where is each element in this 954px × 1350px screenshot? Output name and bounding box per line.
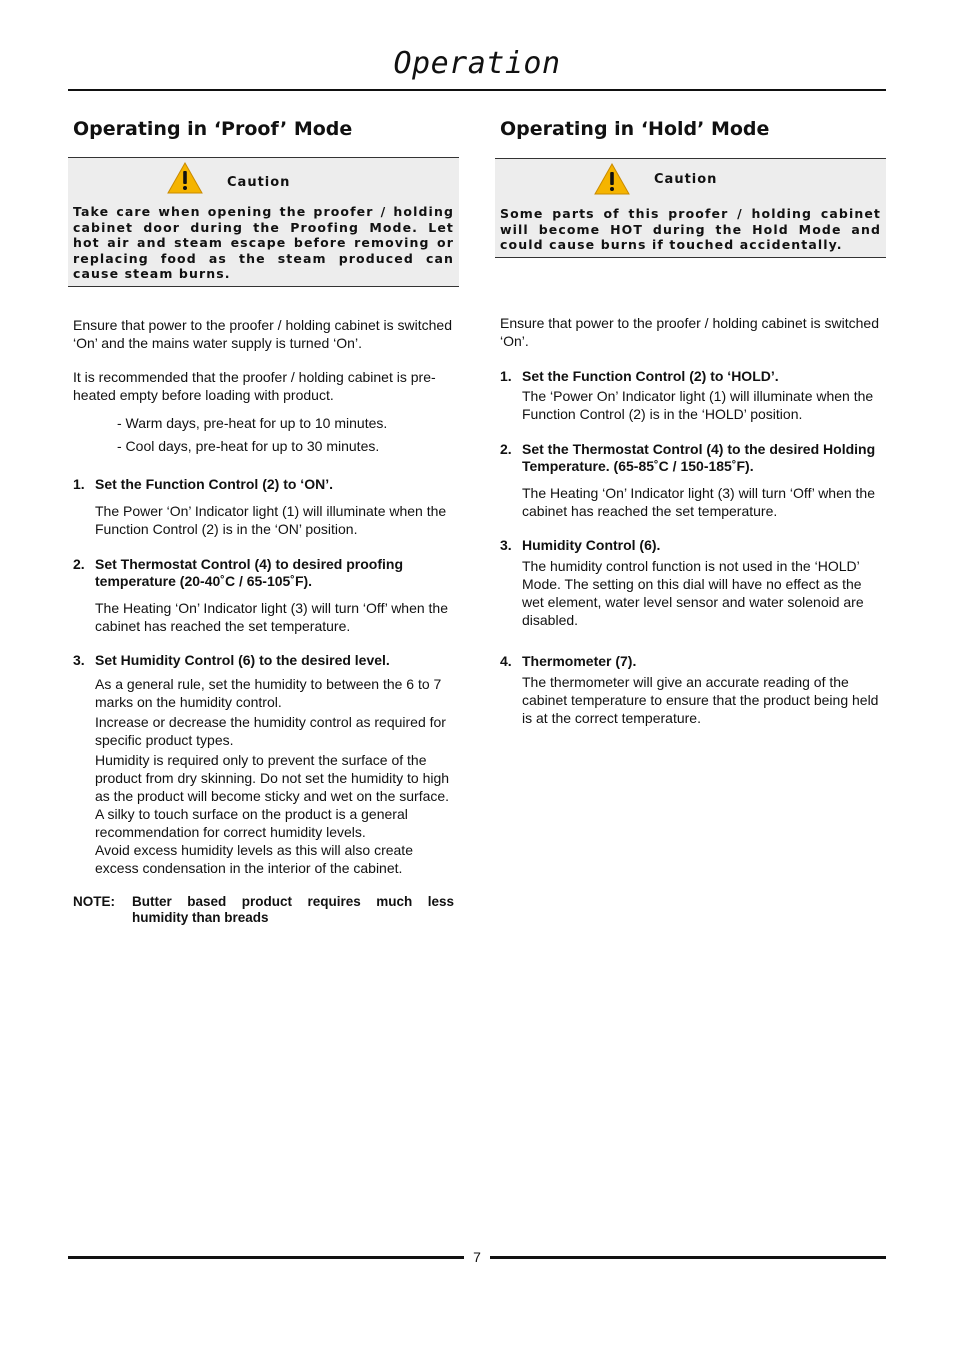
footer-rule-right (490, 1256, 886, 1259)
proof-step-3-text-d: Avoid excess humidity levels as this will also create excess condensation in the interior of the cabinet. (95, 842, 413, 876)
hold-step-3-heading: 3. Humidity Control (6). (500, 537, 661, 553)
warning-triangle-icon (594, 163, 630, 195)
proof-step-2-text: The Heating ‘On’ Indicator light (3) will turn ‘Off’ when the cabinet has reached the set temperature. (95, 600, 449, 634)
hold-step-4-text: The thermometer will give an accurate reading of the cabinet temperature to ensure that the product being held is at the correct temperature. (522, 674, 879, 726)
page-number: 7 (473, 1249, 481, 1265)
hold-step-2-text: The Heating ‘On’ Indicator light (3) will turn ‘Off’ when the cabinet has reached the set temperature. (522, 485, 876, 519)
proof-step-2-heading: 2. Set Thermostat Control (4) to desired proofing temperature (20-40˚C / 65-105˚F). (73, 556, 404, 589)
proof-note (73, 894, 454, 926)
proof-cool-days: - Cool days, pre-heat for up to 30 minutes. (117, 438, 380, 454)
proof-warm-days: - Warm days, pre-heat for up to 10 minutes. (117, 415, 388, 431)
proof-step-1-heading: 1. Set the Function Control (2) to ‘ON’. (73, 476, 333, 492)
hold-step-1-heading: 1. Set the Function Control (2) to ‘HOLD’. (500, 368, 779, 384)
footer-rule-left (68, 1256, 464, 1259)
proof-step-3-text-b: Increase or decrease the humidity control as required for specific product types. (95, 714, 446, 748)
proof-caution-label: Caution (227, 175, 291, 190)
proof-step-1-text: The Power ‘On’ Indicator light (1) will illuminate when the Function Control (2) is in the ‘ON’ position. (95, 503, 447, 537)
warning-triangle-icon (167, 162, 203, 194)
proof-step-3-text-a: As a general rule, set the humidity to between the 6 to 7 marks on the humidity control. (95, 676, 442, 710)
proof-intro-preheat: It is recommended that the proofer / holding cabinet is pre-heated empty before loading with product. (73, 369, 436, 403)
header-rule (68, 89, 886, 91)
page-title: Operation (393, 46, 561, 81)
proof-step-3-heading: 3. Set Humidity Control (6) to the desired level. (73, 652, 390, 668)
hold-caution-text: Some parts of this proofer / holding cabinet will become HOT during the Hold Mode and could cause burns if touched accidentally. (500, 206, 881, 252)
proof-caution-text: Take care when opening the proofer / holding cabinet door during the Proofing Mode. Let hot air and steam escape before removing or replacing food as the steam produced can cause steam burns. (73, 204, 454, 281)
hold-step-2-heading: 2. Set the Thermostat Control (4) to the desired Holding Temperature. (65-85˚C / 150-185˚F). (500, 441, 876, 474)
proof-heading: Operating in ‘Proof’ Mode (73, 118, 353, 140)
hold-caution-label: Caution (654, 172, 718, 187)
hold-intro-power: Ensure that power to the proofer / holding cabinet is switched ‘On’. (500, 315, 879, 349)
hold-step-4-heading: 4. Thermometer (7). (500, 653, 637, 669)
proof-caution-box (68, 157, 459, 287)
proof-step-3-text-c: Humidity is required only to prevent the surface of the product from dry skinning. Do not set the humidity to high as the product will become sticky and wet on the surface. A silky to touch surface on the product is a general recommendation for correct humidity levels. (95, 752, 450, 840)
hold-step-1-text: The ‘Power On’ Indicator light (1) will illuminate when the Function Control (2) is in the ‘HOLD’ position. (522, 388, 874, 422)
hold-step-3-text: The humidity control function is not used in the ‘HOLD’ Mode. The setting on this dial will have no effect as the wet element, water level sensor and water solenoid are disabled. (522, 558, 864, 628)
hold-heading: Operating in ‘Hold’ Mode (500, 118, 770, 140)
note-text: Butter based product requires much less humidity than breads (132, 894, 454, 925)
proof-intro-power: Ensure that power to the proofer / holding cabinet is switched ‘On’ and the mains water supply is turned ‘On’. (73, 317, 452, 351)
note-label: NOTE: (73, 894, 115, 909)
hold-caution-box (495, 158, 886, 258)
